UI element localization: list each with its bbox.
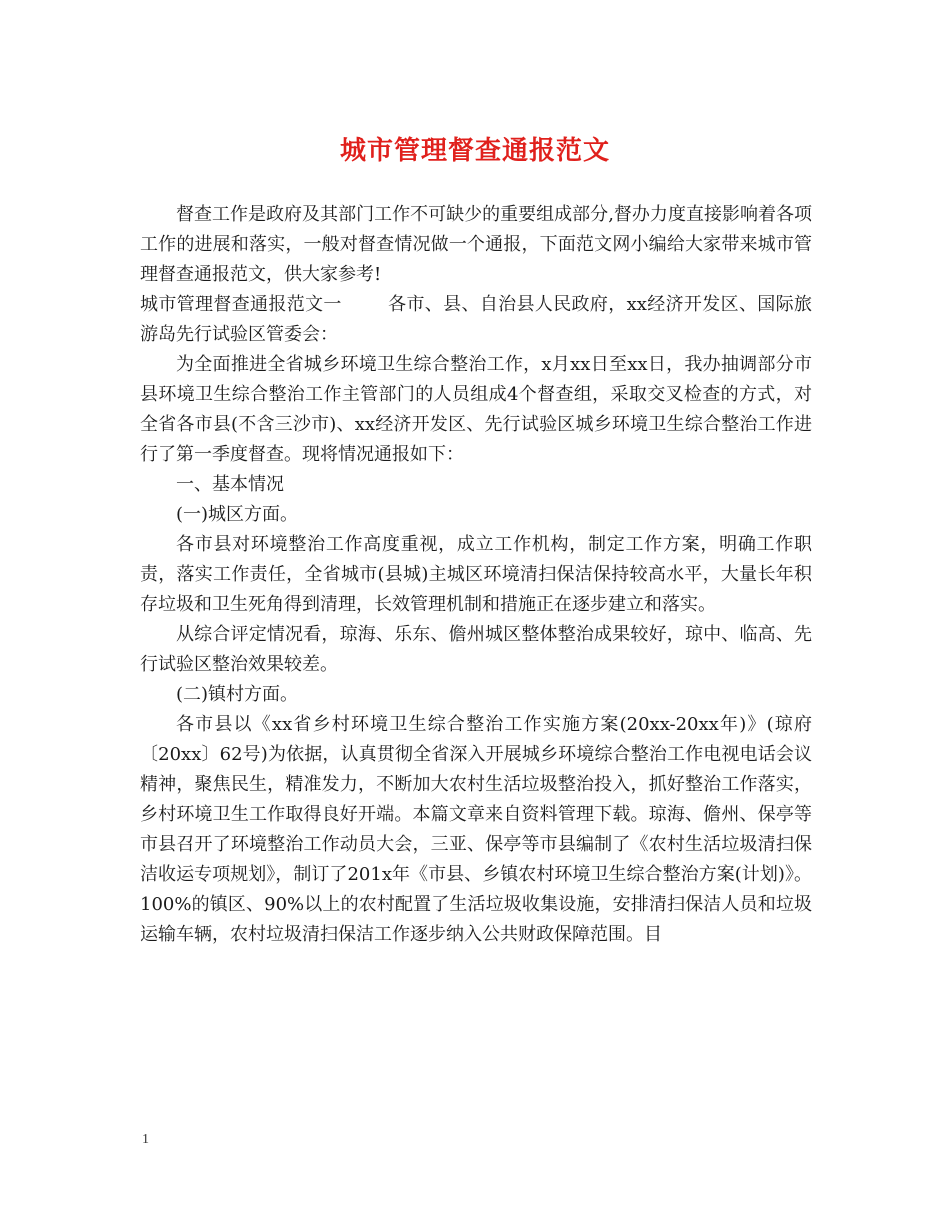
paragraph-3: 从综合评定情况看，琼海、乐东、儋州城区整体整治成果较好，琼中、临高、先行试验区整治效果较差。: [140, 624, 812, 675]
paragraph-4: 各市县以《xx省乡村环境卫生综合整治工作实施方案(20xx-20xx年)》(琼府〔20xx〕62号)为依据，认真贯彻全省深入开展城乡环境综合整治工作电视电话会议精神，聚焦民生，精准发力，不断加大农村生活垃圾整治投入，抓好整治工作落实，乡村环境卫生工作取得良好开端。本篇文章来自资料管理下载。琼海、儋州、保亭等市县召开了环境整治工作动员大会，三亚、保亭等市县编制了《农村生活垃圾清扫保洁收运专项规划》，制订了201x年《市县、乡镇农村环境卫生综合整治方案(计划)》。100%的镇区、90%以上的农村配置了生活垃圾收集设施，安排清扫保洁人员和垃圾运输车辆，农村垃圾清扫保洁工作逐步纳入公共财政保障范围。目: [140, 714, 812, 945]
heading-towns-villages: (二)镇村方面。: [176, 684, 299, 705]
intro-paragraph: 督查工作是政府及其部门工作不可缺少的重要组成部分,督办力度直接影响着各项工作的进展和落实，一般对督查情况做一个通报，下面范文网小编给大家带来城市管理督查通报范文，供大家参考!: [140, 204, 812, 285]
section-heading-line: [140, 290, 812, 350]
heading-basic-situation: 一、基本情况: [176, 474, 284, 495]
heading-urban-area: (一)城区方面。: [176, 504, 299, 525]
paragraph-1: 为全面推进全省城乡环境卫生综合整治工作，x月xx日至xx日，我办抽调部分市县环境卫生综合整治工作主管部门的人员组成4个督查组，采取交叉检查的方式，对全省各市县(不含三沙市)、xx经济开发区、先行试验区城乡环境卫生综合整治工作进行了第一季度督查。现将情况通报如下：: [140, 354, 812, 465]
document-title: 城市管理督查通报范文: [339, 136, 610, 166]
addressee: 各市、县、自治县人民政府，xx经济开发区、国际旅游岛先行试验区管委会：: [140, 294, 812, 345]
document-body: [140, 200, 812, 950]
section-label: 城市管理督查通报范文一: [140, 294, 342, 315]
paragraph-2: 各市县对环境整治工作高度重视，成立工作机构，制定工作方案，明确工作职责，落实工作责任，全省城市(县城)主城区环境清扫保洁保持较高水平，大量长年积存垃圾和卫生死角得到清理，长效管理机制和措施正在逐步建立和落实。: [140, 534, 812, 615]
page-number: 1: [142, 1132, 149, 1147]
